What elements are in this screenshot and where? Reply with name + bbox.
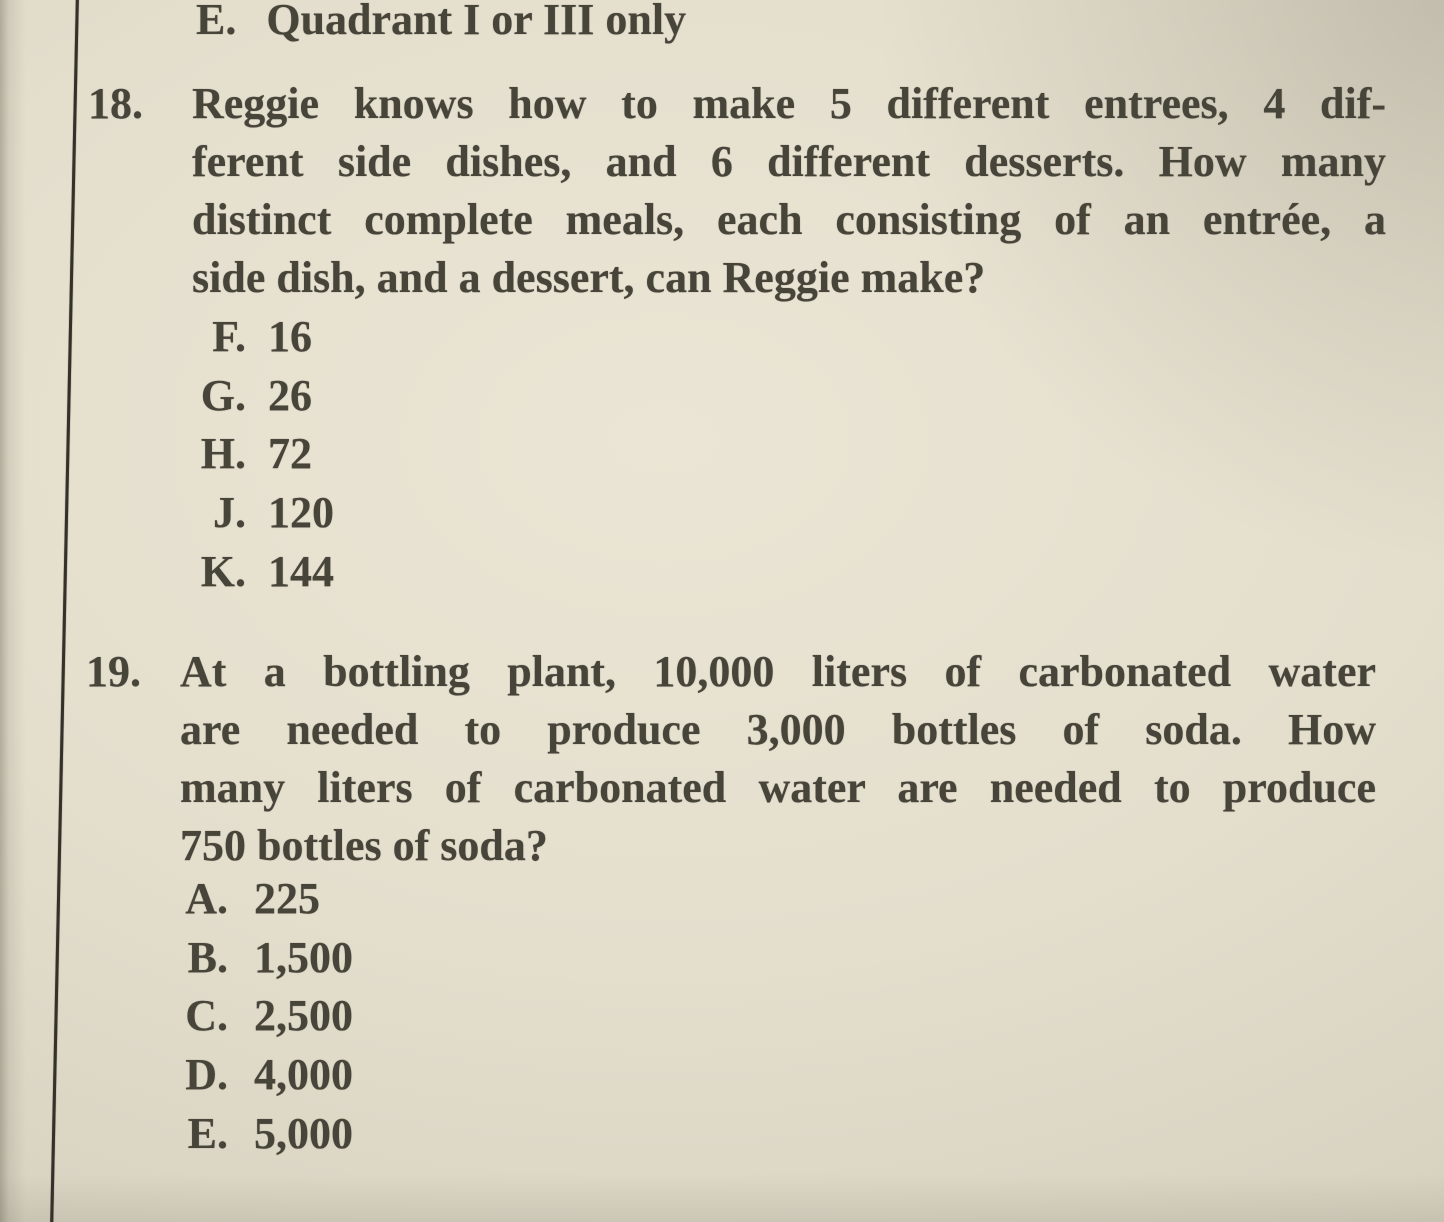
option-value: 16 <box>268 312 312 361</box>
option-letter: A. <box>185 874 228 923</box>
question-text-line: side dish, and a dessert, can Reggie make? <box>192 253 986 302</box>
option-row <box>192 543 334 602</box>
question-text-line: At a bottling plant, 10,000 liters of carbonated water <box>180 647 1376 696</box>
option-letter: B. <box>187 932 228 982</box>
option-row <box>180 1105 353 1164</box>
option-value: 5,000 <box>254 1108 353 1158</box>
option-value: 144 <box>268 546 334 596</box>
question-text <box>180 643 1376 875</box>
option-row <box>192 484 334 543</box>
option-letter: K. <box>200 546 246 596</box>
answer-options-list <box>180 870 353 1163</box>
option-row <box>180 1046 353 1105</box>
column-divider-line <box>50 0 79 1222</box>
option-row <box>192 367 334 426</box>
option-value: 1,500 <box>254 932 353 982</box>
question-text-line: are needed to produce 3,000 bottles of soda. How <box>180 705 1376 754</box>
question-number: 18. <box>88 79 143 128</box>
option-letter: J. <box>213 488 246 538</box>
option-letter: G. <box>200 370 246 420</box>
option-value: 120 <box>268 488 334 538</box>
question-text-line: many liters of carbonated water are needed to produce <box>180 763 1376 812</box>
option-text: Quadrant I or III only <box>266 0 687 44</box>
option-row <box>180 870 353 929</box>
previous-question-cropped-option <box>196 0 686 49</box>
question-text <box>192 75 1386 307</box>
option-letter: E. <box>196 0 237 44</box>
option-row <box>192 308 334 367</box>
option-row <box>180 987 353 1046</box>
question-text-line: 750 bottles of soda? <box>180 821 548 870</box>
option-value: 2,500 <box>254 991 353 1041</box>
answer-options-list <box>192 308 334 601</box>
option-row <box>192 425 334 484</box>
question-number: 19. <box>86 647 141 696</box>
option-letter: C. <box>185 991 228 1041</box>
option-value: 72 <box>268 429 312 479</box>
question-text-line: ferent side dishes, and 6 different desserts. How many <box>192 137 1386 186</box>
option-row <box>180 929 353 988</box>
option-value: 4,000 <box>254 1050 353 1100</box>
option-value: 225 <box>254 874 320 923</box>
question-text-line: Reggie knows how to make 5 different entrees, 4 dif- <box>192 79 1386 128</box>
question-text-line: distinct complete meals, each consisting of an entrée, a <box>192 195 1386 244</box>
option-letter: E. <box>187 1108 228 1158</box>
option-letter: D. <box>185 1050 228 1100</box>
option-letter: F. <box>212 312 246 361</box>
option-letter: H. <box>200 429 246 479</box>
option-value: 26 <box>268 370 312 420</box>
